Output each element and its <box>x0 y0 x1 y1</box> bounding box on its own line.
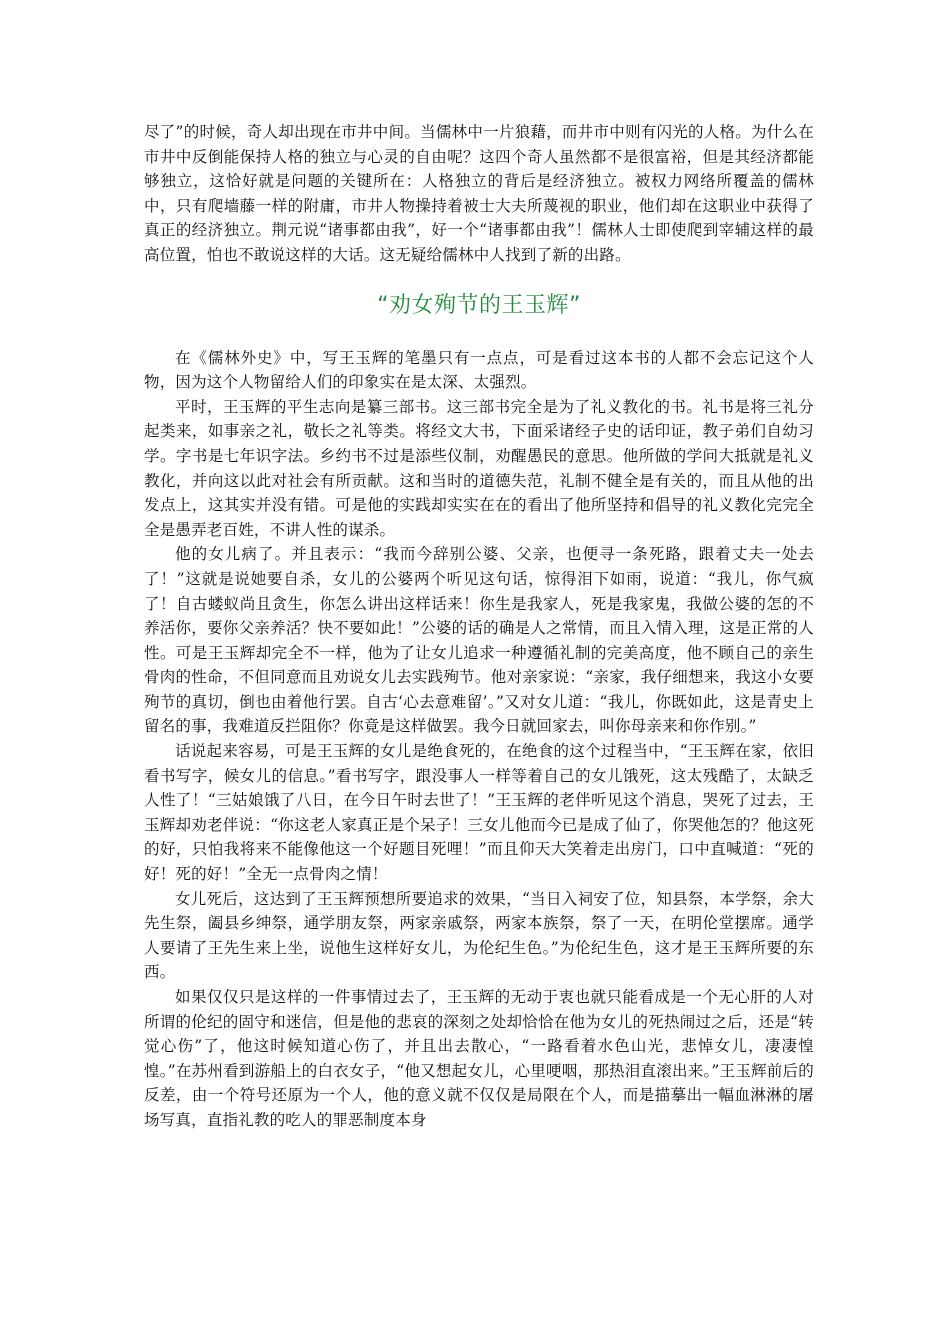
body-paragraph-1: 在《儒林外史》中，写王玉辉的笔墨只有一点点，可是看过这本书的人都不会忘记这个人物，因为这个人物留给人们的印象实在是太深、太强烈。 <box>144 348 814 392</box>
document-page <box>144 120 814 1133</box>
body-paragraph-4: 话说起来容易，可是王玉辉的女儿是绝食死的，在绝食的这个过程当中，“王玉辉在家，依旧看书写字，候女儿的信息。”看书写字，跟没事人一样等着自己的女儿饿死，这太残酷了，太缺乏人性了！“三姑娘饿了八日，在今日午时去世了！”王玉辉的老伴听见这个消息，哭死了过去，王玉辉却劝老伴说：“你这老人家真正是个呆子！三女儿他而今已是成了仙了，你哭他怎的？他这死的好，只怕我将来不能像他这一个好题目死哩！”而且仰天大笑着走出房门，口中直喊道：“死的好！死的好！”全无一点骨肉之情！ <box>144 742 814 884</box>
body-paragraph-2: 平时，王玉辉的平生志向是纂三部书。这三部书完全是为了礼义教化的书。礼书是将三礼分起类来，如事亲之礼，敬长之礼等类。将经文大书，下面采诸经子史的话印证，教子弟们自幼习学。字书是七年识字法。乡约书不过是添些仪制，劝醒愚民的意思。他所做的学问大抵就是礼义教化，并向这以此对社会有所贡献。这和当时的道德失范，礼制不健全是有关的，而且从他的出发点上，这其实并没有错。可是他的实践却实实在在的看出了他所坚持和倡导的礼义教化完完全全是愚弄老百姓，不讲人性的谋杀。 <box>144 397 814 539</box>
body-paragraph-3: 他的女儿病了。并且表示：“我而今辞别公婆、父亲，也便寻一条死路，跟着丈夫一处去了！”这就是说她要自杀，女儿的公婆两个听见这句话，惊得泪下如雨，说道：“我儿，你气疯了！自古蝼蚁尚且贪生，你怎么讲出这样话来！你生是我家人，死是我家鬼，我做公婆的怎的不养活你，要你父亲养活？快不要如此！”公婆的话的确是人之常情，而且入情入理，这是正常的人性。可是王玉辉却完全不一样，他为了让女儿追求一种遵循礼制的完美高度，他不顾自己的亲生骨肉的性命，不但同意而且劝说女儿去实践殉节。他对亲家说：“亲家，我仔细想来，我这小女要殉节的真切，倒也由着他行罢。自古‘心去意难留’。”又对女儿道：“我儿，你既如此，这是青史上留名的事，我难道反拦阻你？你竟是这样做罢。我今日就回家去，叫你母亲来和你作别。” <box>144 545 814 736</box>
body-paragraph-5: 女儿死后，这达到了王玉辉预想所要追求的效果，“当日入祠安了位，知县祭，本学祭，余大先生祭，阖县乡绅祭，通学朋友祭，两家亲戚祭，两家本族祭，祭了一天，在明伦堂摆席。通学人要请了王先生来上坐，说他生这样好女儿，为伦纪生色。”为伦纪生色，这才是王玉辉所要的东西。 <box>144 889 814 982</box>
section-title: “劝女殉节的王玉辉” <box>377 292 581 318</box>
intro-paragraph: 尽了”的时候，奇人却出现在市井中间。当儒林中一片狼藉，而井市中则有闪光的人格。为什么在市井中反倒能保持人格的独立与心灵的自由呢？这四个奇人虽然都不是很富裕，但是其经济都能够独立，这恰好就是问题的关键所在：人格独立的背后是经济独立。被权力网络所覆盖的儒林中，只有爬墙藤一样的附庸，市井人物操持着被士大夫所蔑视的职业，他们却在这职业中获得了真正的经济独立。荆元说“诸事都由我”，好一个“诸事都由我”！儒林人士即使爬到宰辅这样的最高位置，怕也不敢说这样的大话。这无疑给儒林中人找到了新的出路。 <box>144 123 814 264</box>
body-paragraph-6: 如果仅仅只是这样的一件事情过去了，王玉辉的无动于衷也就只能看成是一个无心肝的人对所谓的伦纪的固守和迷信，但是他的悲哀的深刻之处却恰恰在他为女儿的死热闹过之后，还是“转觉心伤”了，他这时候知道心伤了，并且出去散心，“一路看着水色山光，悲悼女儿，凄凄惶惶。”在苏州看到游船上的白衣女子，“他又想起女儿，心里哽咽，那热泪直滚出来。”王玉辉前后的反差，由一个符号还原为一个人，他的意义就不仅仅是局限在个人，而是描摹出一幅血淋淋的屠场写真，直指礼教的吃人的罪恶制度本身 <box>144 988 814 1129</box>
